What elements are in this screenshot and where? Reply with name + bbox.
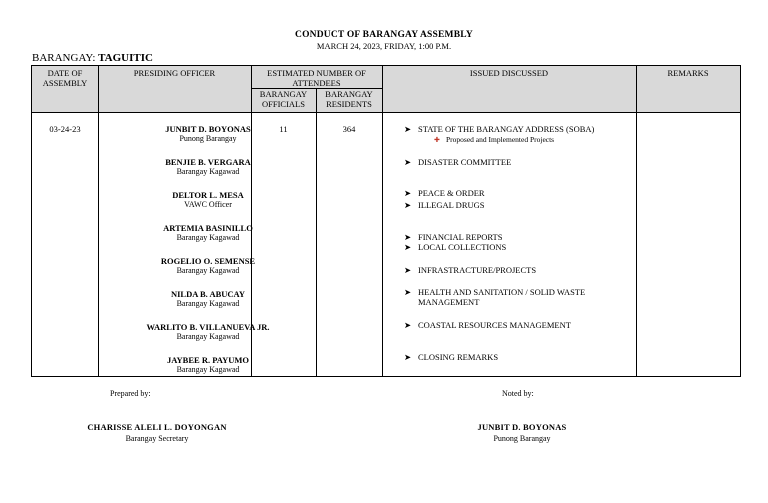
issue-text: INFRASTRACTURE/PROJECTS — [418, 265, 537, 275]
prepared-by-label: Prepared by: — [110, 389, 151, 398]
col-header-date: DATE OF ASSEMBLY — [42, 68, 88, 88]
arrow-bullet-icon: ➤ — [404, 157, 412, 167]
arrow-bullet-icon: ➤ — [404, 320, 412, 330]
arrow-bullet-icon: ➤ — [404, 124, 412, 134]
prepared-signatory — [57, 422, 257, 444]
officer-role: Barangay Kagawad — [176, 167, 240, 176]
arrow-bullet-icon: ➤ — [404, 200, 412, 210]
issue-text: HEALTH AND SANITATION / SOLID WASTE — [418, 287, 586, 297]
officer-name: JAYBEE R. PAYUMO — [166, 355, 250, 365]
signatory-name: JUNBIT D. BOYONAS — [477, 422, 567, 432]
issue-item — [404, 242, 506, 252]
arrow-bullet-icon: ➤ — [404, 287, 412, 297]
col-divider — [636, 66, 637, 376]
officer-name: ROGELIO O. SEMENSE — [160, 256, 256, 266]
officer-name: NILDA B. ABUCAY — [170, 289, 246, 299]
col-header-issues: ISSUED DISCUSSED — [469, 68, 549, 78]
officer-entry — [98, 190, 318, 210]
officer-entry — [98, 256, 318, 276]
col-header-officials: BARANGAY OFFICIALS — [259, 89, 308, 109]
officer-role: Barangay Kagawad — [176, 299, 240, 308]
issue-item-continuation: MANAGEMENT — [418, 297, 480, 307]
noted-signatory — [432, 422, 612, 444]
diamond-bullet-icon: ✚ — [434, 136, 440, 144]
barangay-label: BARANGAY: — [32, 52, 96, 64]
issue-text: CLOSING REMARKS — [418, 352, 499, 362]
officer-name: WARLITO B. VILLANUEVA JR. — [146, 322, 270, 332]
col-header-officer: PRESIDING OFFICER — [133, 68, 216, 78]
officer-name: ARTEMIA BASINILLO — [163, 223, 253, 233]
issue-item — [404, 352, 498, 362]
arrow-bullet-icon: ➤ — [404, 265, 412, 275]
issue-text: ILLEGAL DRUGS — [418, 200, 485, 210]
col-header-remarks: REMARKS — [667, 68, 709, 78]
assembly-table — [31, 65, 741, 377]
assembly-date-line: MARCH 24, 2023, FRIDAY, 1:00 P.M. — [316, 41, 452, 51]
col-divider — [382, 66, 383, 376]
officer-entry — [98, 355, 318, 375]
signatory-role: Barangay Secretary — [125, 434, 189, 443]
issue-item — [404, 265, 536, 275]
issue-item — [404, 232, 502, 242]
officials-count: 11 — [279, 124, 288, 134]
officer-name: DELTOR L. MESA — [172, 190, 244, 200]
arrow-bullet-icon: ➤ — [404, 242, 412, 252]
issue-item — [404, 157, 511, 167]
issue-text: COASTAL RESOURCES MANAGEMENT — [418, 320, 571, 330]
sub-issue-text: Proposed and Implemented Projects — [446, 135, 555, 144]
signatory-role: Punong Barangay — [493, 434, 551, 443]
issue-item — [404, 287, 585, 297]
officer-entry — [98, 223, 318, 243]
issue-text: DISASTER COMMITTEE — [418, 157, 512, 167]
officer-entry — [98, 157, 318, 177]
issue-item — [404, 124, 594, 134]
arrow-bullet-icon: ➤ — [404, 188, 412, 198]
officer-role: Barangay Kagawad — [176, 332, 240, 341]
issue-item — [404, 188, 485, 198]
officer-role: VAWC Officer — [184, 200, 232, 209]
noted-by-label: Noted by: — [502, 389, 534, 398]
officer-role: Punong Barangay — [179, 134, 237, 143]
residents-count: 364 — [342, 124, 356, 134]
barangay-name: TAGUITIC — [98, 52, 153, 64]
officer-entry — [98, 322, 318, 342]
issue-item — [404, 200, 485, 210]
assembly-date: 03-24-23 — [49, 124, 81, 134]
officer-entry — [98, 124, 318, 144]
arrow-bullet-icon: ➤ — [404, 352, 412, 362]
sub-issue-item — [434, 135, 554, 144]
officer-role: Barangay Kagawad — [176, 365, 240, 374]
issue-item — [404, 320, 571, 330]
officer-role: Barangay Kagawad — [176, 233, 240, 242]
officer-name: BENJIE B. VERGARA — [165, 157, 251, 167]
col-header-attendees: ESTIMATED NUMBER OF ATTENDEES — [267, 68, 366, 88]
arrow-bullet-icon: ➤ — [404, 232, 412, 242]
issue-text: STATE OF THE BARANGAY ADDRESS (SOBA) — [418, 124, 595, 134]
col-header-residents: BARANGAY RESIDENTS — [325, 89, 373, 109]
issue-text: FINANCIAL REPORTS — [418, 232, 503, 242]
officer-name: JUNBIT D. BOYONAS — [165, 124, 251, 134]
issue-text: PEACE & ORDER — [418, 188, 485, 198]
barangay-line — [32, 52, 153, 64]
officer-role: Barangay Kagawad — [176, 266, 240, 275]
signatory-name: CHARISSE ALELI L. DOYONGAN — [87, 422, 227, 432]
officer-entry — [98, 289, 318, 309]
document-title: CONDUCT OF BARANGAY ASSEMBLY — [295, 30, 473, 40]
issue-text: LOCAL COLLECTIONS — [418, 242, 507, 252]
